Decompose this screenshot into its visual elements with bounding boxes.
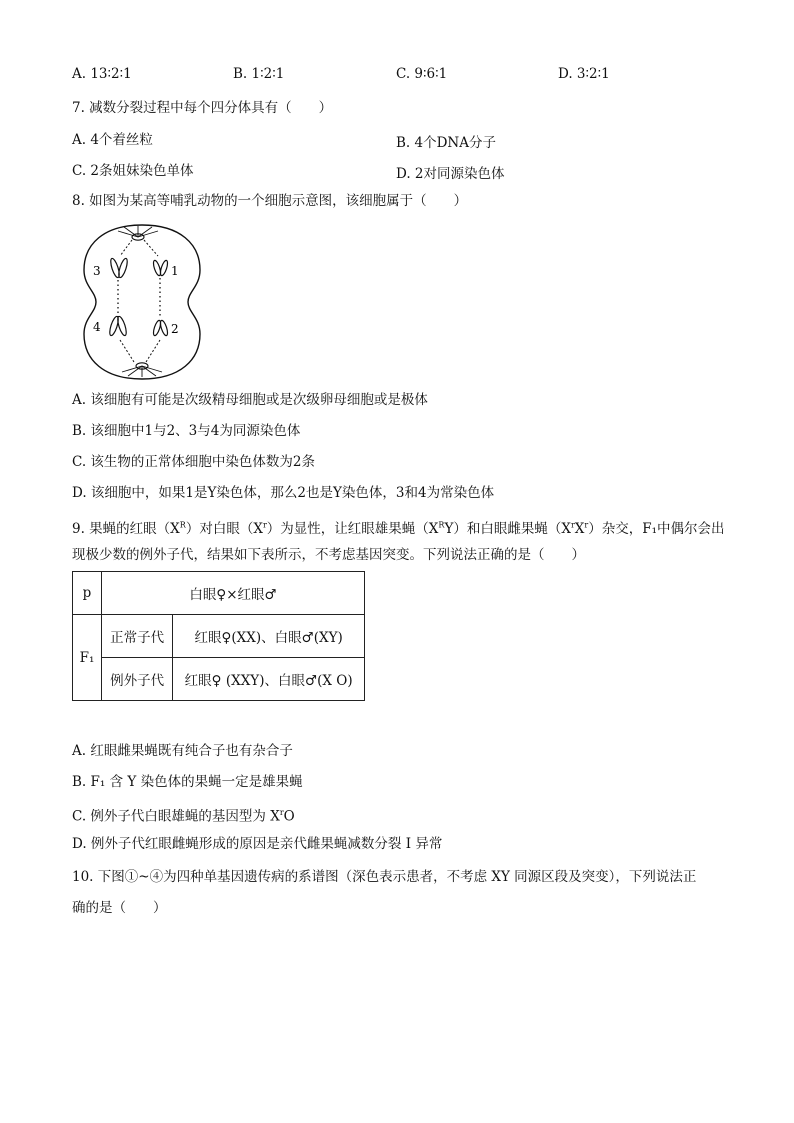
q9-option-c: C. 例外子代白眼雄蝇的基因型为 $X^rO$ [72, 808, 295, 825]
cross-result-table [72, 571, 365, 701]
q7-stem: 7. 减数分裂过程中每个四分体具有（ ） [72, 100, 333, 116]
exception-offspring-label: 例外子代 [102, 658, 173, 701]
q8-option-c: C. 该生物的正常体细胞中染色体数为2条 [72, 454, 316, 470]
top-centrosome [118, 226, 158, 240]
q8-option-b: B. 该细胞中1与2、3与4为同源染色体 [72, 423, 301, 439]
q6-option-b: B. 1∶2∶1 [233, 66, 285, 82]
q7-option-a: A. 4个着丝粒 [72, 132, 153, 148]
q6-option-d: D. 3∶2∶1 [558, 66, 610, 82]
cell-membrane [84, 225, 200, 379]
q9-stem-line2: 现极少数的例外子代，结果如下表所示，不考虑基因突变。下列说法正确的是（ ） [72, 547, 585, 563]
q9-stem-line1 [72, 516, 725, 538]
q8-stem: 8. 如图为某高等哺乳动物的一个细胞示意图，该细胞属于（ ） [72, 193, 468, 209]
f1-label: F₁ [73, 615, 102, 701]
q6-option-c: C. 9∶6∶1 [396, 66, 448, 82]
q10-stem-line1: 10. 下图①~④为四种单基因遗传病的系谱图（深色表示患者，不考虑 XY 同源区段及突变），下列说法正 [72, 869, 697, 885]
chromosome-2 [152, 320, 169, 337]
q10-stem-line2: 确的是（ ） [72, 900, 167, 916]
q9-option-a: A. 红眼雌果蝇既有纯合子也有杂合子 [72, 743, 293, 759]
q7-option-c: C. 2条姐妹染色单体 [72, 163, 194, 179]
q8-option-a: A. 该细胞有可能是次级精母细胞或是次级卵母细胞或是极体 [72, 392, 428, 408]
label-1: 1 [171, 264, 179, 278]
cell-diagram [80, 222, 205, 382]
q9-option-b: B. F₁ 含 Y 染色体的果蝇一定是雄果蝇 [72, 774, 303, 790]
chromosome-1 [152, 260, 169, 277]
q7-option-b: B. 4个DNA分子 [396, 135, 496, 151]
normal-offspring-value: 红眼♀(XX)、白眼♂(XY) [173, 615, 365, 658]
p-cross: 白眼♀×红眼♂ [102, 572, 365, 615]
q6-option-a: A. 13∶2∶1 [72, 66, 132, 82]
bottom-centrosome [122, 363, 162, 377]
q8-option-d: D. 该细胞中，如果1是Y染色体，那么2也是Y染色体，3和4为常染色体 [72, 485, 495, 501]
normal-offspring-label: 正常子代 [102, 615, 173, 658]
p-label: p [73, 572, 102, 615]
label-3: 3 [93, 264, 101, 278]
label-2: 2 [171, 322, 179, 336]
q9-option-d: D. 例外子代红眼雌蝇形成的原因是亲代雌果蝇减数分裂 I 异常 [72, 836, 443, 852]
q9-stem-text: 9. 果蝇的红眼$(X^R)$对白眼$(X^r)$为显性，让红眼雄果蝇$(X^RY)$和白眼雌果蝇$(X^rX^r)$杂交，F₁中偶尔会出 [72, 520, 725, 537]
chromosome-3 [109, 258, 129, 279]
exception-offspring-value: 红眼♀ (XXY)、白眼♂(X O) [173, 658, 365, 701]
chromosome-4 [108, 316, 128, 337]
label-4: 4 [93, 320, 101, 334]
q7-option-d: D. 2对同源染色体 [396, 166, 505, 182]
